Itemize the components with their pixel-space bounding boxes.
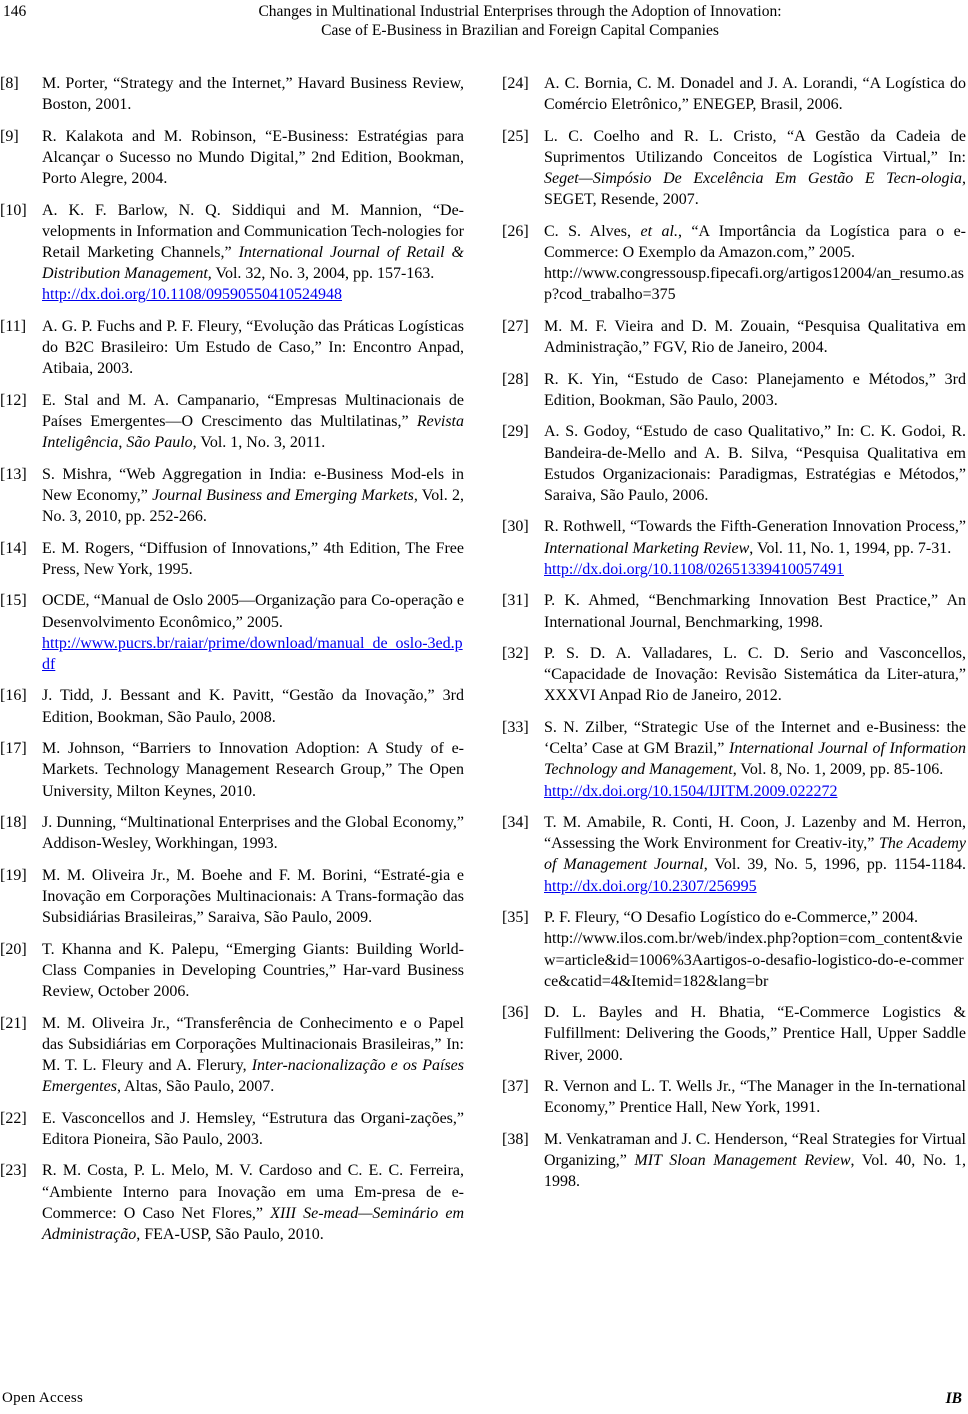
reference-item [0,316,464,380]
reference-source-place: São Paulo [126,434,193,452]
reference-citation-part: , Vol. 39, No. 5, 1996, pp. 1154-1184. [703,856,967,874]
reference-item [502,421,966,506]
reference-text [42,75,464,113]
reference-item [0,1013,464,1098]
reference-citation-part: C. S. Alves, [544,222,641,240]
reference-citation: A. G. P. Fuchs and P. F. Fleury, “Evolução das Práticas Logísticas do B2C Brasileiro: Um Estudo de Caso,” In: Encontro Anpad, Atibaia, 2003. [42,317,464,378]
reference-item [502,316,966,358]
reference-doi-link[interactable]: http://dx.doi.org/10.1504/IJITM.2009.022272 [544,782,838,800]
reference-citation: M. Porter, “Strategy and the Internet,” Havard Business Review, Boston, 2001. [42,75,464,114]
reference-citation-part: R. M. Costa, P. L. Melo, M. V. Cardoso and C. E. C. Ferreira, “Ambiente Interno para Inovação em uma Em-presa de e-Commerce: O Caso Net Flores,” [42,1162,464,1222]
reference-text [544,128,966,209]
reference-citation: E. M. Rogers, “Diffusion of Innovations,” 4th Edition, The Free Press, New York, 1995. [42,539,464,578]
reference-doi-link[interactable]: http://www.pucrs.br/raiar/prime/download/manual_de_oslo-3ed.pdf [42,634,463,673]
reference-citation: A. C. Bornia, C. M. Donadel and J. A. Lorandi, “A Logística do Comércio Eletrônico,” ENEGEP, Brasil, 2006. [544,75,966,114]
reference-number: [16] [0,687,27,705]
reference-item [0,812,464,854]
reference-item [0,73,464,115]
reference-citation-part: , FEA-USP, São Paulo, 2010. [136,1226,324,1243]
references-right-column [502,73,966,1203]
reference-citation-part: , “A Importância da Logística para o e-Commerce: O Exemplo da Amazon.com,” 2005. [544,222,967,262]
reference-item [502,1002,966,1066]
reference-text [42,540,464,578]
reference-text [42,466,464,525]
reference-source-title: Journal Business and Emerging Markets [152,486,414,504]
reference-item [502,221,966,306]
reference-item [0,685,464,727]
reference-source-title: The Academy of Management Journal [544,835,966,874]
reference-citation-part: , Vol. 1, No. 3, 2011. [192,434,326,452]
reference-citation-part: A. K. F. Barlow, N. Q. Siddiqui and M. Mannion, “De-velopments in Information and Communication Tech-nologies for Retail Marketing Channels,” [42,201,464,262]
reference-item [0,865,464,929]
reference-number: [28] [502,370,529,388]
reference-item [502,643,966,707]
reference-number: [21] [0,1014,27,1032]
reference-citation: M. Johnson, “Barriers to Innovation Adoption: A Study of e-Markets. Technology Management Research Group,” The Open University, Milton Keynes, 2010. [42,740,464,800]
reference-number: [15] [0,592,27,610]
reference-citation: OCDE, “Manual de Oslo 2005—Organização para Co-operação e Desenvolvimento Econômico,” 2005. [42,592,464,631]
reference-number: [36] [502,1004,529,1022]
reference-source-title: International Marketing Review [544,539,750,557]
reference-number: [20] [0,940,27,958]
reference-citation: J. Tidd, J. Bessant and K. Pavitt, “Gestão da Inovação,” 3rd Edition, Bookman, São Paulo, 2008. [42,687,464,726]
reference-item [502,1129,966,1193]
reference-citation: R. Vernon and L. T. Wells Jr., “The Manager in the In-ternational Economy,” Prentice Hall, New York, 1991. [544,1078,966,1117]
reference-number: [8] [0,75,19,92]
page-footer [0,1388,968,1414]
reference-citation-part: M. M. Oliveira Jr., “Transferência de Conhecimento e o Papel das Subsidiárias em Corporações Multinacionais Brasileiras,” In: M. T. L. Fleury and A. Flerury, [42,1014,464,1074]
reference-citation: M. M. F. Vieira and D. M. Zouain, “Pesquisa Qualitativa em Administração,” FGV, Rio de Janeiro, 2004. [544,317,966,357]
reference-text [42,202,464,283]
reference-text [544,1131,966,1190]
reference-text [42,592,464,630]
reference-source-title: et al. [640,222,678,240]
footer-open-access: Open Access [2,1390,84,1406]
reference-item [502,516,966,580]
reference-number: [38] [502,1130,529,1148]
reference-item [502,812,966,897]
reference-citation-part: , SEGET, Resende, 2007. [544,170,966,209]
running-title-line2: Case of E-Business in Brazilian and Foreign Capital Companies [321,22,719,39]
reference-text [42,941,464,1000]
reference-item [0,126,464,190]
reference-text [42,1015,464,1096]
reference-text [544,223,966,261]
reference-source-title: Inter-nacionalização e os Países Emergentes [42,1056,464,1096]
reference-citation: A. S. Godoy, “Estudo de caso Qualitativo,” In: C. K. Godoi, R. Bandeira-de-Mello and A. B. Silva, “Pesquisa Qualitativa em Estudos Organizacionais: Paradigmas, Estratégias e Métodos,” Saraiva, São Paulo, 2006. [544,423,966,504]
reference-text [544,719,966,778]
reference-item [0,464,464,528]
reference-citation-part: , Vol. 40, No. 1, 1998. [544,1152,966,1191]
reference-citation-part: , Vol. 11, No. 1, 1994, pp. 7-31. [749,539,952,557]
reference-number: [19] [0,866,27,884]
reference-text [42,740,464,799]
reference-citation-part: L. C. Coelho and R. L. Cristo, “A Gestão da Cadeia de Suprimentos Utilizando Conceitos de Logística Virtual,” In: [544,127,966,166]
reference-number: [25] [502,127,529,145]
reference-doi-link[interactable]: http://dx.doi.org/10.1108/09590550410524948 [42,286,343,304]
reference-number: [33] [502,718,529,736]
reference-text [544,518,966,556]
reference-number: [11] [0,317,27,335]
reference-text [544,645,966,704]
reference-text [544,909,918,926]
reference-item [502,717,966,802]
reference-number: [23] [0,1162,27,1180]
reference-citation-part: , Vol. 8, No. 1, 2009, pp. 85-106. [732,761,944,779]
reference-number: [24] [502,75,529,92]
reference-text [544,814,966,895]
reference-citation-part: S. Mishra, “Web Aggregation in India: e-Business Mod-els in New Economy,” [42,465,464,504]
reference-number: [17] [0,740,27,758]
reference-citation-part: M. Venkatraman and J. C. Henderson, “Real Strategies for Virtual Organizing,” [544,1130,966,1170]
running-title-line1: Changes in Multinational Industrial Enterprises through the Adoption of Innovation: [258,3,782,20]
reference-citation: R. Kalakota and M. Robinson, “E-Business: Estratégias para Alcançar o Sucesso no Mundo Digital,” 2nd Edition, Bookman, Porto Alegre, 2004. [42,127,464,188]
reference-text [42,128,464,187]
reference-text [544,592,966,630]
reference-source-title: MIT Sloan Management Review [634,1152,851,1170]
page-number: 146 [3,3,27,20]
reference-citation-part: T. M. Amabile, R. Conti, H. Coon, J. Lazenby and M. Herron, “Assessing the Work Environment for Creativ-ity,” [544,814,966,853]
reference-item [0,1108,464,1150]
reference-citation: E. Vasconcellos and J. Hemsley, “Estrutura das Organi-zações,” Editora Pioneira, São Paulo, 2003. [42,1109,464,1148]
reference-item [502,907,966,992]
reference-citation: P. K. Ahmed, “Benchmarking Innovation Best Practice,” An International Journal, Benchmarking, 1998. [544,592,966,631]
reference-number: [22] [0,1109,27,1127]
reference-item [502,73,966,115]
reference-number: [37] [502,1078,529,1096]
reference-citation-part: E. Stal and M. A. Campanario, “Empresas Multinacionais de Países Emergentes—O Crescimento das Multilatinas,” [42,391,464,431]
reference-citation: J. Dunning, “Multinational Enterprises and the Global Economy,” Addison-Wesley, Workhingan, 1993. [42,814,464,853]
reference-text [42,1162,464,1243]
reference-text [544,371,966,409]
reference-doi-link[interactable]: http://dx.doi.org/10.1108/02651339410057491 [544,560,845,578]
reference-text [42,318,464,377]
reference-item [502,369,966,411]
reference-number: [12] [0,391,27,409]
reference-number: [30] [502,518,529,536]
reference-citation-part: , Vol. 32, No. 3, 2004, pp. 157-163. [207,265,435,283]
reference-source-title: Seget—Simpósio De Excelência Em Gestão E Tecn-ologia [544,170,962,188]
reference-text [42,867,464,926]
reference-number: [10] [0,201,27,219]
reference-text [544,318,966,356]
reference-citation-part: S. N. Zilber, “Strategic Use of the Internet and e-Business: the ‘Celta’ Case at GM Brazil,” [544,718,966,758]
reference-citation: D. L. Bayles and H. Bhatia, “E-Commerce Logistics & Fulfillment: Delivering the Goods,” Prentice Hall, Upper Saddle River, 2000. [544,1004,966,1064]
reference-number: [27] [502,317,529,335]
reference-citation: R. K. Yin, “Estudo de Caso: Planejamento e Métodos,” 3rd Edition, Bookman, São Paulo, 2003. [544,370,966,409]
reference-citation-part: , [118,434,127,452]
reference-number: [35] [502,909,529,927]
reference-citation: P. F. Fleury, “O Desafio Logístico do e-Commerce,” 2004. [544,909,919,927]
reference-number: [32] [502,645,529,663]
references-left-column [0,73,464,1256]
reference-number: [34] [502,814,529,832]
reference-item [0,738,464,802]
reference-url-text: http://www.ilos.com.br/web/index.php?option=com_content&view=article&id=1006%3Aartigos-o-desafio-logistico-do-e-commerce&catid=4&Itemid=182&lang=br [544,930,964,990]
reference-number: [13] [0,465,27,483]
reference-source-title: International Journal of Information Technology and Management [544,740,967,779]
reference-text [544,75,966,113]
reference-url-text: http://www.congressousp.fipecafi.org/artigos12004/an_resumo.asp?cod_trabalho=375 [544,265,964,304]
reference-number: [31] [502,592,529,610]
reference-citation-part: , Altas, São Paulo, 2007. [116,1078,275,1096]
reference-text [42,392,464,451]
reference-number: [29] [502,423,529,441]
reference-number: [9] [0,127,19,145]
reference-number: [14] [0,539,27,557]
reference-source-title: International Journal of Retail & Distribution Management [42,244,465,283]
reference-item [0,538,464,580]
reference-text [42,1110,464,1148]
reference-citation-part: R. Rothwell, “Towards the Fifth-Generation Innovation Process,” [544,518,966,536]
reference-text [42,814,464,852]
reference-number: [18] [0,814,27,832]
footer-journal-abbrev: IB [945,1390,962,1407]
reference-item [502,126,966,211]
reference-item [0,1160,464,1245]
reference-item [0,939,464,1003]
reference-doi-link[interactable]: http://dx.doi.org/10.2307/256995 [544,877,757,895]
reference-text [544,1078,966,1116]
reference-item [0,390,464,454]
reference-text [544,1004,966,1063]
reference-item [0,200,464,306]
reference-item [502,1076,966,1118]
page-header [0,2,968,44]
reference-citation: M. M. Oliveira Jr., M. Boehe and F. M. Borini, “Estraté-gia e Inovação em Corporações Multinacionais: A Trans-formação das Subsidiárias Brasileiras,” Saraiva, São Paulo, 2009. [42,866,464,927]
reference-source-title: Revista Inteligência [42,413,464,452]
reference-citation-part: , Vol. 2, No. 3, 2010, pp. 252-266. [42,486,464,526]
reference-text [42,687,464,725]
reference-citation: P. S. D. A. Valladares, L. C. D. Serio and Vasconcellos, “Capacidade de Inovação: Revisão Sistemática da Liter-atura,” XXXVI Anpad Rio de Janeiro, 2012. [544,645,966,705]
reference-item [502,590,966,632]
reference-text [544,423,966,504]
reference-item [0,590,464,675]
reference-source-title: XIII Se-mead—Seminário em Administração [42,1204,464,1243]
reference-number: [26] [502,222,529,240]
reference-citation: T. Khanna and K. Palepu, “Emerging Giants: Building World-Class Companies in Developing Countries,” Har-vard Business Review, October 2006. [42,940,464,1001]
